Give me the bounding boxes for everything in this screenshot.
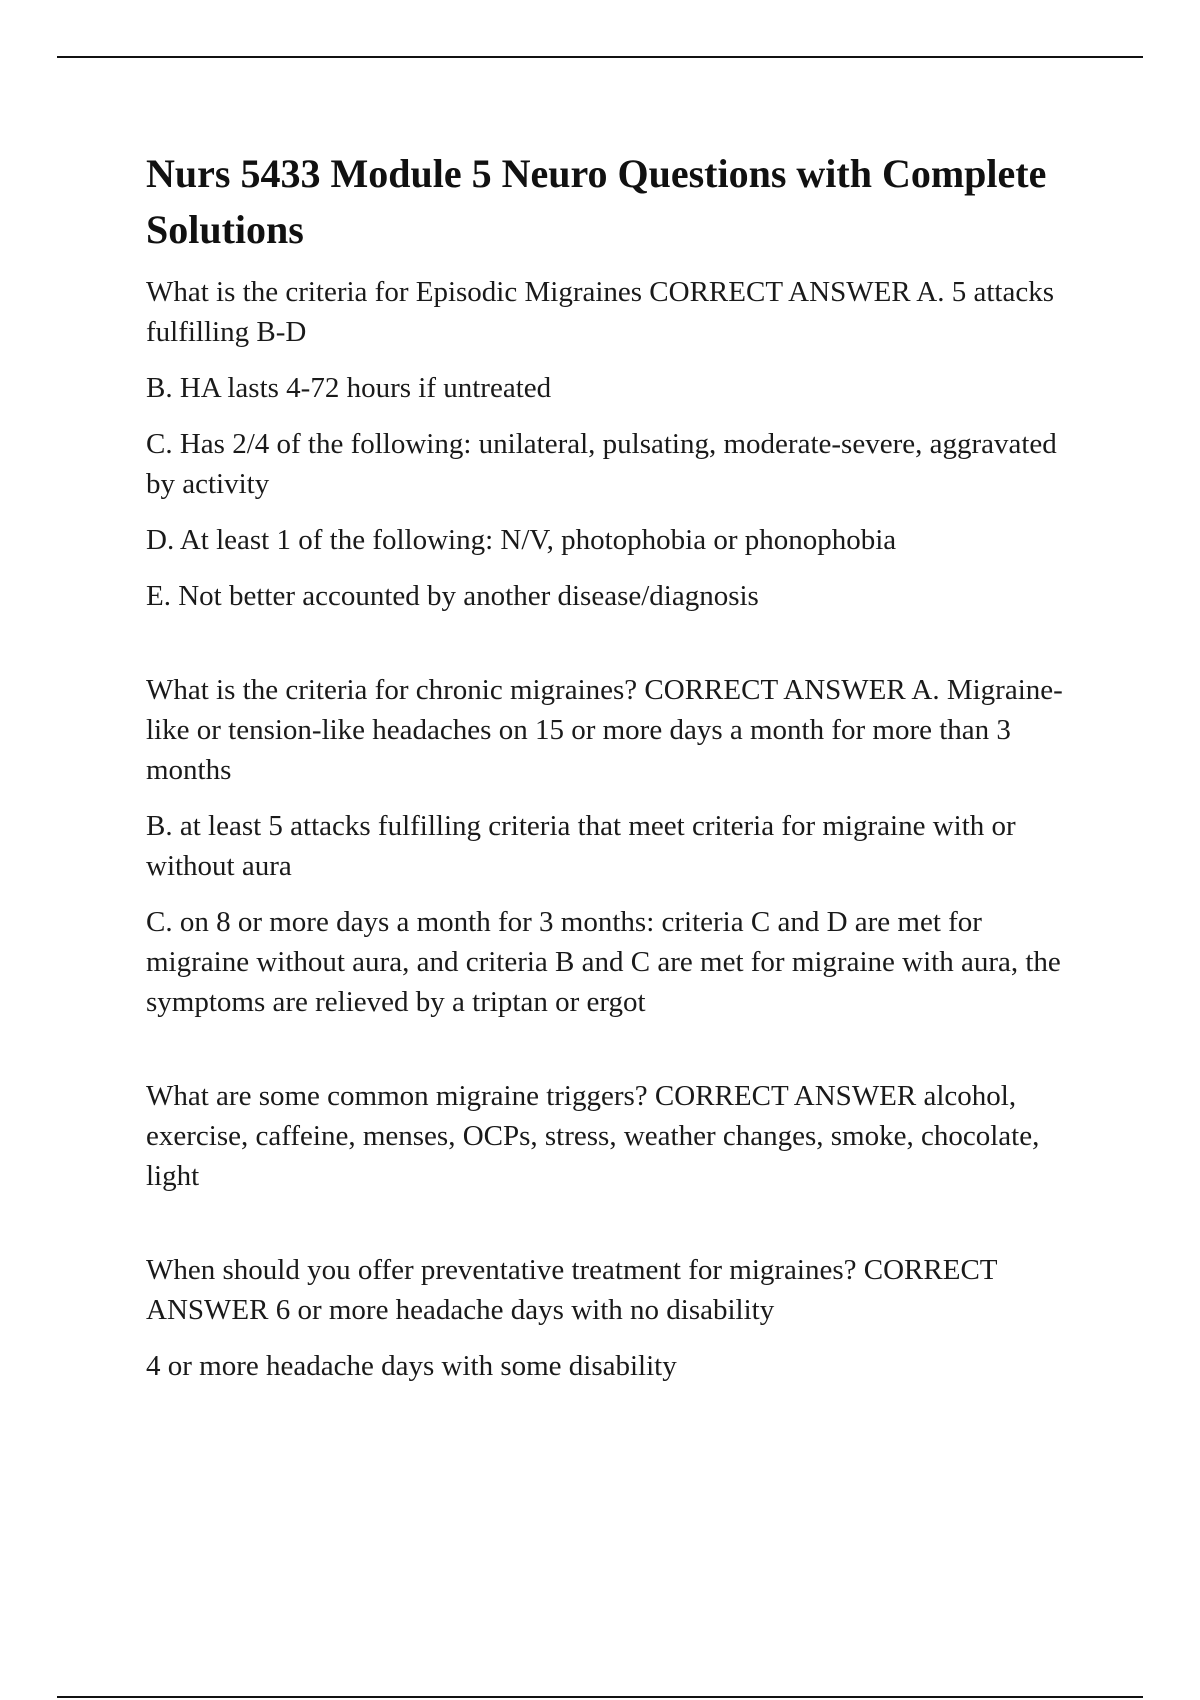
qa-paragraph: C. Has 2/4 of the following: unilateral, pulsating, moderate-severe, aggravated by activity — [146, 428, 1057, 500]
qa-block-chronic-migraines — [146, 670, 1092, 1022]
qa-paragraph: What is the criteria for Episodic Migraines CORRECT ANSWER A. 5 attacks fulfilling B-D — [146, 276, 1054, 348]
qa-paragraph: B. HA lasts 4-72 hours if untreated — [146, 372, 552, 404]
qa-block-episodic-migraines — [146, 272, 1092, 616]
qa-paragraph: C. on 8 or more days a month for 3 months: criteria C and D are met for migraine without aura, and criteria B and C are met for migraine with aura, the symptoms are relieved by a triptan or ergot — [146, 906, 1061, 1018]
qa-paragraph: When should you offer preventative treatment for migraines? CORRECT ANSWER 6 or more headache days with no disability — [146, 1254, 997, 1326]
qa-paragraph: What are some common migraine triggers? CORRECT ANSWER alcohol, exercise, caffeine, menses, OCPs, stress, weather changes, smoke, chocolate, light — [146, 1080, 1040, 1192]
qa-paragraph: B. at least 5 attacks fulfilling criteria that meet criteria for migraine with or without aura — [146, 810, 1016, 882]
qa-paragraph: D. At least 1 of the following: N/V, photophobia or phonophobia — [146, 524, 897, 556]
qa-block-migraine-triggers — [146, 1076, 1092, 1196]
qa-paragraph: 4 or more headache days with some disability — [146, 1350, 677, 1382]
document-title: Nurs 5433 Module 5 Neuro Questions with Complete Solutions — [146, 151, 1047, 252]
document-body — [146, 146, 1092, 1402]
bottom-rule — [57, 1696, 1143, 1698]
qa-block-preventative-treatment — [146, 1250, 1092, 1386]
qa-paragraph: E. Not better accounted by another disease/diagnosis — [146, 580, 759, 612]
qa-paragraph: What is the criteria for chronic migraines? CORRECT ANSWER A. Migraine-like or tension-like headaches on 15 or more days a month for more than 3 months — [146, 674, 1063, 786]
top-rule — [57, 56, 1143, 58]
